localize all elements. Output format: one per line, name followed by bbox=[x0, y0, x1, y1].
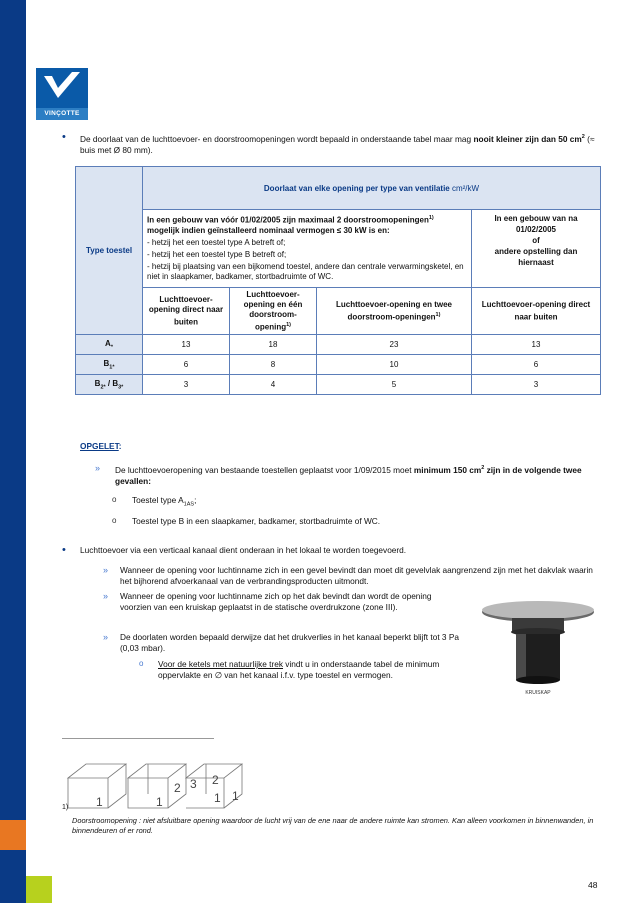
table-cell: 3 bbox=[143, 375, 230, 395]
diagram-number: 2 bbox=[174, 781, 181, 795]
circle-bullet-icon: o bbox=[112, 495, 117, 504]
table-row bbox=[76, 335, 601, 355]
table-cell: 10 bbox=[317, 355, 472, 375]
circle-bullet-icon: o bbox=[139, 659, 144, 668]
sub-header-3: Luchttoevoer-opening en twee doorstroom-openingen$^{1)}$ bbox=[317, 287, 472, 335]
table-cell: 5 bbox=[317, 375, 472, 395]
opgelet-item-1: De luchttoevoeropening van bestaande toestellen geplaatst voor 1/09/2015 moet minimum 150 $cm^2$ zijn in de volgende twee gevallen: bbox=[115, 464, 582, 486]
arrow-bullet-icon: » bbox=[95, 463, 101, 473]
table-row bbox=[76, 375, 601, 395]
main-header: Doorlaat van elke opening per type van ventilatie cm²/kW bbox=[143, 167, 601, 210]
list-item: - hetzij bij plaatsing van een bijkomend toestel, andere dan centrale verwarmingsketel, en niet in slaapkamer, badkamer, stortbadruimte of WC. bbox=[147, 261, 464, 281]
natural-draft-link[interactable]: Voor de ketels met natuurlijke trek bbox=[158, 659, 283, 669]
diagram-number: 2 bbox=[212, 773, 219, 787]
footnote-diagram bbox=[66, 750, 244, 812]
table-cell: 18 bbox=[230, 335, 317, 355]
diagram-number: 1 bbox=[96, 795, 103, 809]
sidebar-stripe-lime bbox=[26, 876, 52, 903]
intro-paragraph: De doorlaat van de luchttoevoer- en doorstroomopeningen wordt bepaald in onderstaande tabel maar mag nooit kleiner zijn dan 50 $cm^2$ (≈ buis met Ø 80 mm). bbox=[80, 133, 595, 155]
sidebar-stripe-blue-2 bbox=[0, 850, 26, 876]
row-label: $A_*$ bbox=[76, 335, 143, 355]
footnote-divider bbox=[62, 738, 214, 739]
luchttoevoer-sub-item: Voor de ketels met natuurlijke trek vindt u in onderstaande tabel de minimum oppervlakte en ∅ van het kanaal i.f.v. type toestel en vermogen. bbox=[158, 659, 440, 680]
sub-header-2: Luchttoevoer-opening en één doorstroom-opening$^{1)}$ bbox=[230, 287, 317, 335]
logo-text: VINÇOTTE bbox=[36, 108, 88, 120]
bullet-icon: • bbox=[62, 544, 66, 556]
kruiskap-caption: KRUISKAP bbox=[525, 690, 551, 696]
type-toestel-header: Type toestel bbox=[76, 167, 143, 335]
table-cell: 13 bbox=[143, 335, 230, 355]
opgelet-sub-2: Toestel type B in een slaapkamer, badkamer, stortbadruimte of WC. bbox=[132, 516, 381, 526]
circle-bullet-icon: o bbox=[112, 516, 117, 525]
arrow-bullet-icon: » bbox=[103, 565, 109, 575]
sidebar-stripe-blue bbox=[0, 0, 26, 820]
table-cell: 4 bbox=[230, 375, 317, 395]
page-number: 48 bbox=[588, 880, 598, 890]
luchttoevoer-paragraph: Luchttoevoer via een verticaal kanaal dient onderaan in het lokaal te worden toegevoerd. bbox=[80, 545, 407, 555]
diagram-number: 1 bbox=[232, 789, 239, 803]
kruiskap-image bbox=[474, 590, 602, 698]
table-cell: 6 bbox=[143, 355, 230, 375]
footnote-text: Doorstroomopening : niet afsluitbare opening waardoor de lucht vrij van de ene naar de andere ruimte kan stromen. Kan alleen voorkomen in binnenwanden, in binnendeuren of er rond. bbox=[72, 816, 594, 835]
table-cell: 6 bbox=[472, 355, 601, 375]
footnote-marker: 1) bbox=[62, 804, 69, 811]
table-cell: 13 bbox=[472, 335, 601, 355]
logo-check-icon bbox=[36, 68, 88, 108]
luchttoevoer-item-2: Wanneer de opening voor luchtinname zich op het dak bevindt dan wordt de opening voorzien van een kruiskap geplaatst in de statische overdrukzone (zone III). bbox=[120, 591, 432, 612]
row-label: $B_{2*} / B_{3*}$ bbox=[76, 375, 143, 395]
luchttoevoer-item-3: De doorlaten worden bepaald derwijze dat het drukverlies in het kanaal beperkt blijft tot 3 Pa (0,03 mbar). bbox=[120, 632, 459, 653]
arrow-bullet-icon: » bbox=[103, 632, 109, 642]
bullet-icon: • bbox=[62, 131, 66, 143]
table-cell: 23 bbox=[317, 335, 472, 355]
row-label: $B_{1*}$ bbox=[76, 355, 143, 375]
table-cell: 8 bbox=[230, 355, 317, 375]
opgelet-sub-1: Toestel type $A_{1AS}$; bbox=[132, 495, 197, 508]
kruiskap-icon bbox=[474, 590, 602, 698]
diagram-number: 1 bbox=[214, 791, 221, 805]
diagram-number: 1 bbox=[156, 795, 163, 809]
sidebar-stripe-orange bbox=[0, 820, 26, 850]
list-item: - hetzij het een toestel type B betreft of; bbox=[147, 249, 287, 259]
luchttoevoer-item-1: Wanneer de opening voor luchtinname zich in een gevel bevindt dan moet dit gevelvlak aangrenzend zijn met het dakvlak waarin het bijhorend afvoerkanaal van de verbrandingsproducten uitmondt. bbox=[120, 565, 593, 586]
ventilation-table bbox=[75, 166, 601, 395]
sub-header-4: Luchttoevoer-opening direct naar buiten bbox=[472, 287, 601, 335]
sidebar-stripe-blue-3 bbox=[0, 876, 26, 903]
diagram-number: 3 bbox=[190, 777, 197, 791]
arrow-bullet-icon: » bbox=[103, 591, 109, 601]
table-row bbox=[76, 355, 601, 375]
sub-header-1: Luchttoevoer-opening direct naar buiten bbox=[143, 287, 230, 335]
new-building-cell: In een gebouw van na 01/02/2005 of andere opstelling dan hiernaast bbox=[472, 210, 601, 288]
list-item: - hetzij het een toestel type A betreft of; bbox=[147, 237, 286, 247]
opgelet-heading: OPGELET: bbox=[80, 441, 122, 451]
old-building-cell: In een gebouw van vóór 01/02/2005 zijn maximaal 2 doorstroomopeningen$^{1)}$ mogelijk indien geïnstalleerd nominaal vermogen ≤ 30 kW is en: - hetzij het een toestel type A betreft of; - hetzij het een toestel type B betreft of; - hetzij bij plaatsing van een bijkomend toestel, andere dan centrale verwarmingsketel, en niet in slaapkamer, badkamer, stortbadruimte of WC. bbox=[143, 210, 472, 288]
table-cell: 3 bbox=[472, 375, 601, 395]
vincotte-logo bbox=[36, 68, 88, 120]
